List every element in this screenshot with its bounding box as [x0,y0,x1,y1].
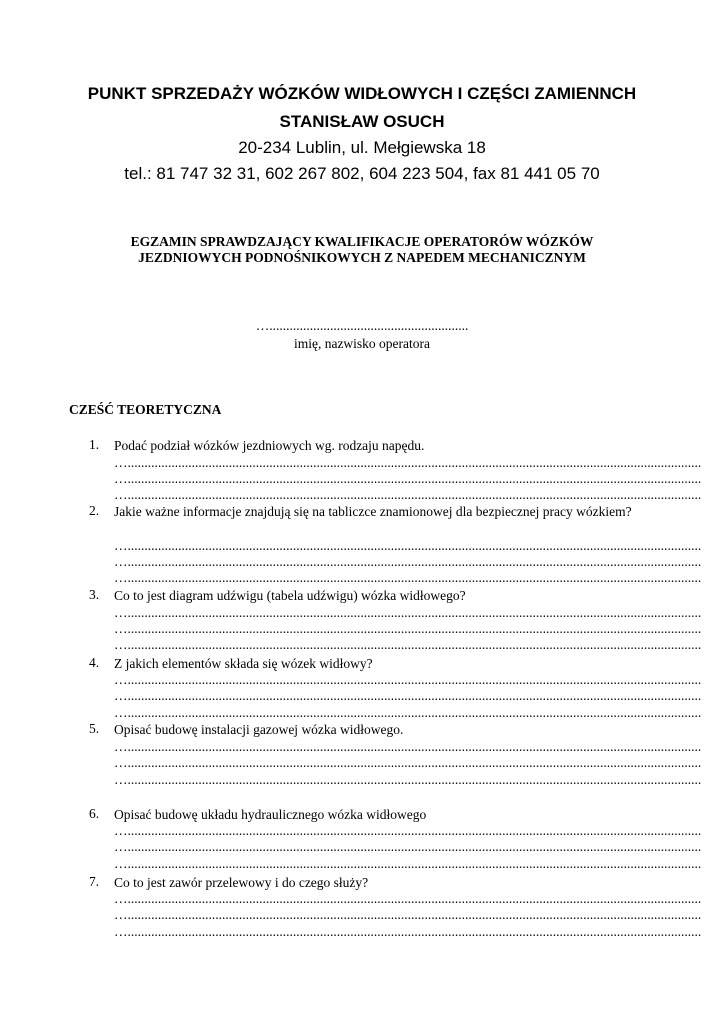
owner-name: STANISŁAW OSUCH [279,112,445,131]
answer-line[interactable]: ….......................................................................................................................................................................... [114,621,702,636]
answer-line[interactable]: ….......................................................................................................................................................................... [114,907,702,922]
question-text: Opisać budowę instalacji gazowej wózka widłowego. [114,722,404,737]
question-text: Z jakich elementów składa się wózek widłowy? [114,656,373,671]
answer-line[interactable]: ….......................................................................................................................................................................... [114,487,702,502]
answer-line[interactable]: ….......................................................................................................................................................................... [114,772,702,787]
answer-line[interactable]: ….......................................................................................................................................................................... [114,570,702,585]
answer-line[interactable]: ….......................................................................................................................................................................... [114,705,702,720]
answer-line[interactable]: ….......................................................................................................................................................................... [114,839,702,854]
question-text: Opisać budowę układu hydraulicznego wózka widłowego [114,807,427,822]
operator-name-field[interactable]: …........................................................... [255,318,469,333]
answer-line[interactable]: ….......................................................................................................................................................................... [114,471,702,486]
question-text: Jakie ważne informacje znajdują się na tabliczce znamionowej dla bezpiecznej pracy wózkiem? [114,504,632,519]
question-number: 3. [89,587,100,602]
answer-line[interactable]: ….......................................................................................................................................................................... [114,924,702,939]
answer-line[interactable]: ….......................................................................................................................................................................... [114,755,702,770]
question-text: Co to jest diagram udźwigu (tabela udźwigu) wózka widłowego? [114,588,466,603]
answer-line[interactable]: ….......................................................................................................................................................................... [114,891,702,906]
question-number: 4. [89,655,100,670]
question-number: 1. [89,437,100,452]
question-text: Podać podział wózków jezdniowych wg. rodzaju napędu. [114,438,425,453]
company-address: 20-234 Lublin, ul. Mełgiewska 18 [238,138,486,157]
answer-line[interactable]: ….......................................................................................................................................................................... [114,538,702,553]
company-name: PUNKT SPRZEDAŻY WÓZKÓW WIDŁOWYCH I CZĘŚCI ZAMIENNCH [87,84,637,103]
answer-line[interactable]: ….......................................................................................................................................................................... [114,554,702,569]
answer-line[interactable]: ….......................................................................................................................................................................... [114,688,702,703]
question-number: 2. [89,503,100,518]
answer-line[interactable]: ….......................................................................................................................................................................... [114,739,702,754]
question-number: 5. [89,721,100,736]
answer-line[interactable]: ….......................................................................................................................................................................... [114,856,702,871]
exam-title-line-1: EGZAMIN SPRAWDZAJĄCY KWALIFIKACJE OPERATORÓW WÓZKÓW [130,234,594,249]
exam-title-line-2: JEZDNIOWYCH PODNOŚNIKOWYCH Z NAPEDEM MECHANICZNYM [138,250,586,265]
company-contact: tel.: 81 747 32 31, 602 267 802, 604 223 504, fax 81 441 05 70 [124,164,600,183]
answer-line[interactable]: ….......................................................................................................................................................................... [114,672,702,687]
question-number: 6. [89,806,100,821]
answer-line[interactable]: ….......................................................................................................................................................................... [114,455,702,470]
question-number: 7. [89,874,100,889]
answer-line[interactable]: ….......................................................................................................................................................................... [114,823,702,838]
section-title: CZEŚĆ TEORETYCZNA [69,402,222,417]
answer-line[interactable]: ….......................................................................................................................................................................... [114,637,702,652]
question-text: Co to jest zawór przelewowy i do czego służy? [114,875,369,890]
answer-line[interactable]: ….......................................................................................................................................................................... [114,605,702,620]
operator-name-label: imię, nazwisko operatora [293,336,431,351]
